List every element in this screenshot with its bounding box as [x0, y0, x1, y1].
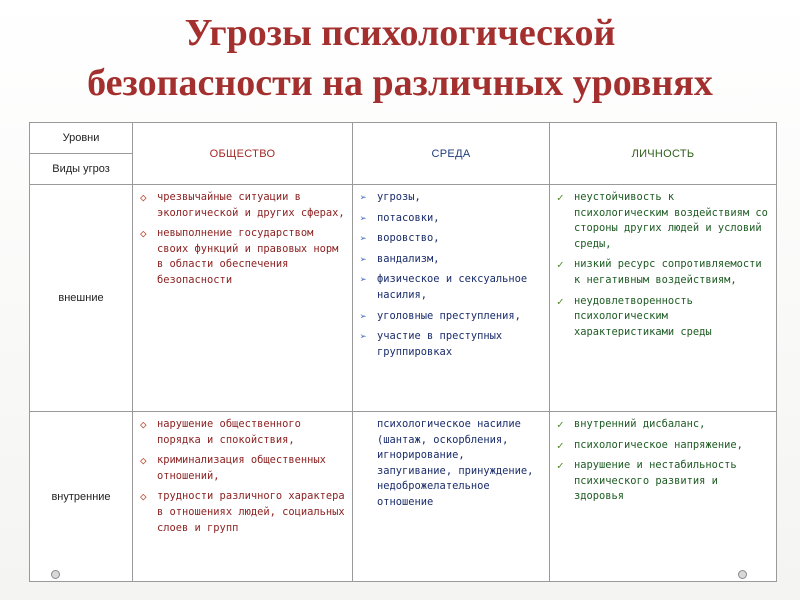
list-item: ➢ физическое и сексуальное насилия, [360, 273, 528, 301]
list-item: ◇ криминализация общественных отношений, [140, 454, 326, 482]
check-bullet-icon: ✓ [557, 438, 564, 452]
list-item: ✓ нарушение и нестабильность психического развития и здоровья [557, 459, 737, 503]
check-bullet-icon: ✓ [557, 459, 564, 473]
list-item: ➢ потасовки, [360, 211, 440, 225]
external-personality-cell [550, 185, 776, 412]
decorative-dot-icon [51, 570, 60, 579]
arrow-bullet-icon: ➢ [360, 211, 367, 225]
check-bullet-icon: ✓ [557, 258, 564, 272]
external-environment-cell [353, 185, 550, 412]
external-society-cell [133, 185, 353, 412]
slide-title-line-1: Угрозы психологической [184, 12, 616, 54]
diamond-bullet-icon: ◇ [140, 227, 147, 241]
list-item: ✓ неустойчивость к психологическим воздействиям со стороны других людей и условий среды, [557, 191, 768, 250]
list-item: ➢ уголовные преступления, [360, 309, 521, 323]
internal-environment-cell [353, 412, 550, 581]
list-item: ✓ неудовлетворенность психологическим характеристиками среды [557, 294, 712, 338]
list-item: ➢ угрозы, [360, 191, 421, 204]
column-header-personality-label: ЛИЧНОСТЬ [631, 147, 695, 160]
diamond-bullet-icon: ◇ [140, 418, 147, 431]
header-types: Виды угроз [52, 163, 110, 175]
list-item: ✓ низкий ресурс сопротивляемости к негативным воздействиям, [557, 258, 762, 286]
list-item: ◇ нарушение общественного порядка и спокойствия, [140, 418, 301, 446]
internal-environment-text: психологическое насилие (шантаж, оскорбления, игнорирование, запугивание, принуждение, недоброжелательное отношение [377, 418, 534, 508]
threats-table [29, 122, 777, 582]
check-bullet-icon: ✓ [557, 191, 564, 204]
list-item: ◇ трудности различного характера в отношениях людей, социальных слоев и групп [140, 490, 345, 534]
list-item: ➢ участие в преступных группировках [360, 330, 503, 358]
column-header-environment-label: СРЕДА [431, 147, 471, 160]
diamond-bullet-icon: ◇ [140, 191, 147, 204]
column-header-society [133, 123, 353, 185]
list-item: ◇ чрезвычайные ситуации в экологической и других сферах, [140, 191, 345, 219]
row-label-external-cell [30, 185, 133, 412]
arrow-bullet-icon: ➢ [360, 191, 367, 204]
arrow-bullet-icon: ➢ [360, 232, 367, 246]
arrow-bullet-icon: ➢ [360, 273, 367, 287]
list-item: ✓ психологическое напряжение, [557, 438, 743, 452]
column-header-society-label: ОБЩЕСТВО [209, 147, 276, 160]
column-header-environment [353, 123, 550, 185]
row-label-internal-cell [30, 412, 133, 581]
list-item: ➢ вандализм, [360, 252, 440, 266]
diamond-bullet-icon: ◇ [140, 454, 147, 468]
list-item: ◇ невыполнение государством своих функций и правовых норм в области обеспечения безопасности [140, 227, 339, 286]
arrow-bullet-icon: ➢ [360, 330, 367, 344]
decorative-dot-icon [738, 570, 747, 579]
arrow-bullet-icon: ➢ [360, 252, 367, 266]
arrow-bullet-icon: ➢ [360, 309, 367, 323]
row-label-internal: внутренние [51, 490, 111, 503]
threats-table-grid [30, 123, 776, 581]
header-levels: Уровни [62, 132, 100, 144]
slide-title [0, 8, 800, 108]
row-label-external: внешние [58, 292, 104, 304]
check-bullet-icon: ✓ [557, 294, 564, 308]
internal-personality-cell [550, 412, 776, 581]
header-types-cell [30, 154, 133, 185]
slide-title-line-2: безопасности на различных уровнях [87, 62, 713, 104]
internal-society-cell [133, 412, 353, 581]
list-item: ➢ воровство, [360, 232, 440, 246]
diamond-bullet-icon: ◇ [140, 490, 147, 504]
list-item: ✓ внутренний дисбаланс, [557, 418, 706, 431]
header-levels-cell [30, 123, 133, 154]
column-header-personality [550, 123, 776, 185]
check-bullet-icon: ✓ [557, 418, 564, 431]
